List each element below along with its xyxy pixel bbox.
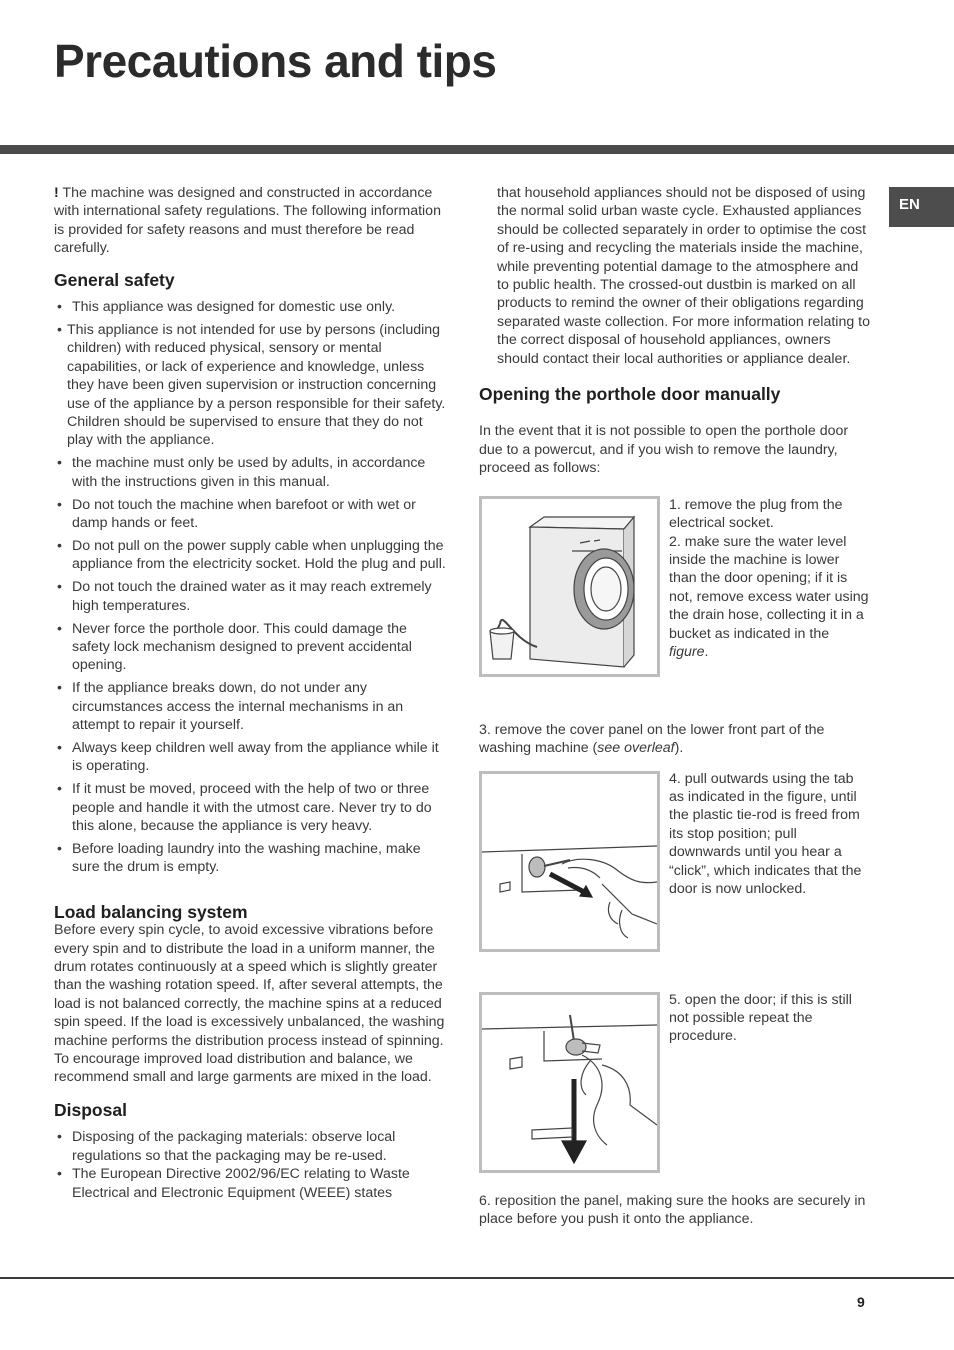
step-1-2-row [479, 496, 871, 678]
list-item: • Always keep children well away from the appliance while it is operating. [54, 739, 446, 776]
step-2: 2. make sure the water level inside the machine is lower than the door opening; if it is not, remove excess water using the drain hose, collecting it in a bucket as indicated in the [669, 533, 869, 642]
left-column [54, 184, 446, 1202]
load-balancing-text: Before every spin cycle, to avoid excessive vibrations before every spin and to distribute the load in a uniform manner, the drum rotates continuously at a speed which is slightly greater than the washing rotation speed. If, after several attempts, the load is not balanced correctly, the machine spins at a reduced spin speed. If the load is excessively unbalanced, the washing machine performs the distribution process instead of spinning. To encourage improved load distribution and balance, we recommend small and large garments are mixed in the load. [54, 922, 445, 1086]
disposal-heading: Disposal [54, 1099, 127, 1120]
disposal-continued: that household appliances should not be disposed of using the normal solid urban waste cycle. Exhausted appliances should be collected separately in order to optimise the cost of re-using and recycling the materials inside the machine, while preventing potential damage to the atmosphere and to public health. The crossed-out dustbin is marked on all products to remind the owner of their obligations regarding separated waste collection. For more information relating to the correct disposal of household appliances, owners should contact their local authorities or appliance dealer. [497, 185, 870, 367]
list-item: • This appliance was designed for domestic use only. [54, 298, 446, 316]
right-column [479, 184, 871, 1228]
step-2-end: . [704, 643, 709, 660]
intro-paragraph [54, 184, 446, 258]
step-2-emphasis: figure [669, 643, 705, 660]
step-3-text: 3. remove the cover panel on the lower front part of the washing machine ( [479, 721, 825, 757]
page-number: 9 [857, 1294, 865, 1310]
general-safety-list [54, 298, 446, 877]
list-item: • Do not pull on the power supply cable when unplugging the appliance from the electricity socket. Hold the plug and pull. [54, 537, 446, 574]
pull-tab-illustration [482, 774, 657, 949]
list-item: • the machine must only be used by adults, in accordance with the instructions given in this manual. [54, 454, 446, 491]
washing-machine-drain-illustration [482, 499, 657, 674]
intro-text: The machine was designed and constructed in accordance with international safety regulations. The following information is provided for safety reasons and must therefore be read carefully. [54, 185, 441, 257]
step-4-text: 4. pull outwards using the tab as indicated in the figure, until the plastic tie-rod is freed from its stop position; pull downwards until you hear a “click”, which indicates that the door is now unlocked. [669, 770, 862, 897]
list-item: • If the appliance breaks down, do not under any circumstances access the internal mechanisms in an attempt to repair it yourself. [54, 679, 446, 734]
list-item: • The European Directive 2002/96/EC relating to Waste Electrical and Electronic Equipment (WEEE) states [54, 1165, 446, 1202]
list-item: • Before loading laundry into the washing machine, make sure the drum is empty. [54, 840, 446, 877]
list-item: • If it must be moved, proceed with the help of two or three people and handle it with the utmost care. Never try to do this alone, because the appliance is very heavy. [54, 780, 446, 835]
footer-divider [0, 1277, 954, 1279]
figure-pull-tab [479, 771, 660, 952]
step-3-emphasis: see overleaf [597, 740, 675, 757]
step-5-row [479, 992, 871, 1174]
step-1: 1. remove the plug from the electrical socket. [669, 496, 843, 532]
step-3-end: ). [674, 740, 684, 757]
general-safety-heading: General safety [54, 269, 175, 290]
list-item: • This appliance is not intended for use by persons (including children) with reduced physical, sensory or mental capabilities, or lack of experience and knowledge, unless they have been given supervision or instruction concerning use of the appliance by a person responsible for their safety. Children should be supervised to ensure that they do not play with the appliance. [54, 321, 446, 450]
list-item: • Never force the porthole door. This could damage the safety lock mechanism designed to prevent accidental opening. [54, 620, 446, 675]
list-item: • Do not touch the machine when barefoot or with wet or damp hands or feet. [54, 496, 446, 533]
figure-pull-down [479, 992, 660, 1173]
porthole-heading: Opening the porthole door manually [479, 384, 781, 405]
step-3 [479, 721, 871, 758]
load-balancing-heading: Load balancing system [54, 901, 248, 922]
figure-drain-bucket [479, 496, 660, 677]
step-6: 6. reposition the panel, making sure the hooks are securely in place before you push it onto the appliance. [479, 1192, 866, 1227]
step-1-2-text [669, 496, 869, 662]
step-5-text: 5. open the door; if this is still not possible repeat the procedure. [669, 991, 852, 1045]
warning-mark: ! [54, 185, 59, 201]
step-4-row [479, 771, 871, 953]
page-title: Precautions and tips [54, 35, 497, 87]
header-divider [0, 145, 954, 154]
porthole-intro: In the event that it is not possible to open the porthole door due to a powercut, and if you wish to remove the laundry, proceed as follows: [479, 423, 849, 477]
list-item: • Do not touch the drained water as it may reach extremely high temperatures. [54, 578, 446, 615]
disposal-list [54, 1128, 446, 1202]
language-tab: EN [889, 187, 954, 227]
list-item: • Disposing of the packaging materials: observe local regulations so that the packaging may be re-used. [54, 1128, 446, 1165]
pull-down-illustration [482, 995, 657, 1170]
